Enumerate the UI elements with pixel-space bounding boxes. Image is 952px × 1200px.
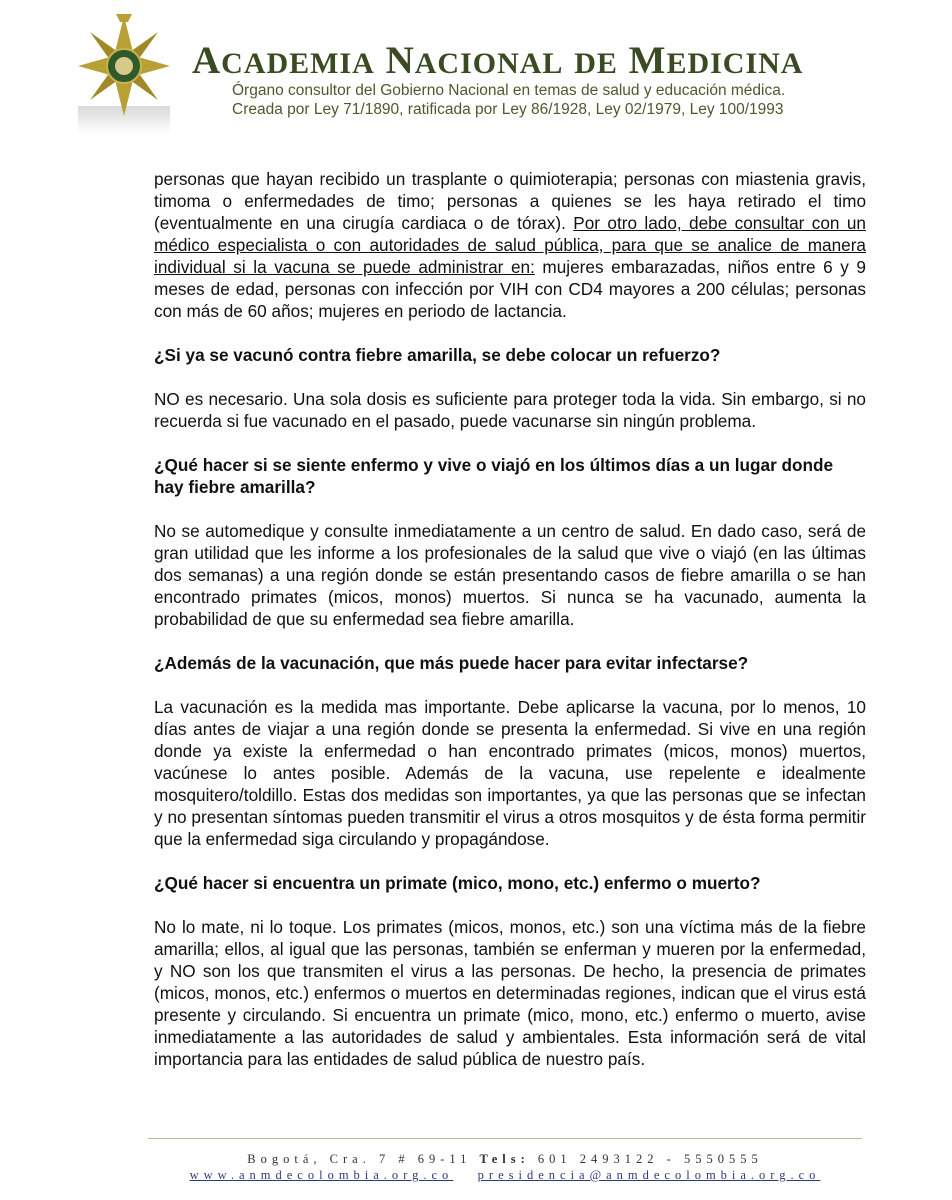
- header-subtitle-line-1: Órgano consultor del Gobierno Nacional en temas de salud y educación médica.: [232, 82, 786, 99]
- footer-links: [148, 1168, 862, 1183]
- question-prevention: ¿Además de la vacunación, que más puede hacer para evitar infectarse?: [154, 653, 749, 673]
- website-link[interactable]: www.anmdecolombia.org.co: [189, 1168, 454, 1182]
- answer-dead-primate: No lo mate, ni lo toque. Los primates (micos, monos, etc.) son una víctima más de la fiebre amarilla; ellos, al igual que las personas, también se enferman y mueren por la enfermedad, y NO son los que transmiten el virus a las personas. De hecho, la presencia de primates (micos, monos, etc.) enfermos o muertos en determinadas regiones, indican que el virus está presente y circulando. Si encuentra un primate (mico, mono, etc.) enfermo o muerto, avise inmediatamente a las autoridades de salud y ambientales. Esta información será de vital importancia para las entidades de salud pública de nuestro país.: [154, 917, 866, 1069]
- answer-booster: NO es necesario. Una sola dosis es suficiente para proteger toda la vida. Sin embargo, si no recuerda si fue vacunado en el pasado, puede vacunarse sin ningún problema.: [154, 389, 866, 431]
- academy-name-title: ACADEMIA NACIONAL DE MEDICINA: [192, 39, 804, 82]
- answer-prevention: La vacunación es la medida mas importante. Debe aplicarse la vacuna, por lo menos, 10 días antes de viajar a una región donde se presenta la enfermedad. Si vive en una región donde ya existe la enfermedad o han encontrado primates (micos, monos) muertos, vacúnese lo antes posible. Además de la vacuna, use repelente e idealmente mosquitero/toldillo. Estas dos medidas son importantes, ya que las personas que se infectan y no presentan síntomas pueden transmitir el virus a otros mosquitos y de ésta forma permitir que la enfermedad siga circulando y propagándose.: [154, 697, 866, 849]
- underlined-consult-text: Por otro lado, debe consultar con un médico especialista o con autoridades de salud pública, para que se analice de manera individual si la vacuna se puede administrar en:: [154, 213, 866, 277]
- academy-emblem-logo: [76, 8, 172, 136]
- footer-divider: [148, 1138, 862, 1139]
- email-link[interactable]: presidencia@anmdecolombia.org.co: [477, 1168, 821, 1182]
- footer-address: Bogotá, Cra. 7 # 69-11 Tels: 601 2493122 - 5550555: [247, 1152, 763, 1166]
- paragraph-risk-groups: personas que hayan recibido un trasplante o quimioterapia; personas con miastenia gravis, timoma o enfermedades de timo; personas a quienes se les haya retirado el timo (eventualmente en una cirugía cardiaca o de tórax). Por otro lado, debe consultar con un médico especialista o con autoridades de salud pública, para que se analice de manera individual si la vacuna se puede administrar en: mujeres embarazadas, niños entre 6 y 9 meses de edad, personas con infección por VIH con CD4 mayores a 200 células; personas con más de 60 años; mujeres en periodo de lactancia.: [154, 169, 866, 321]
- header-subtitle-line-2: Creada por Ley 71/1890, ratificada por Ley 86/1928, Ley 02/1979, Ley 100/1993: [232, 101, 784, 118]
- question-feeling-sick: ¿Qué hacer si se siente enfermo y vive o viajó en los últimos días a un lugar donde hay fiebre amarilla?: [154, 455, 834, 497]
- question-dead-primate: ¿Qué hacer si encuentra un primate (mico, mono, etc.) enfermo o muerto?: [154, 873, 761, 893]
- document-body: [154, 168, 866, 1070]
- question-booster: ¿Si ya se vacunó contra fiebre amarilla, se debe colocar un refuerzo?: [154, 345, 721, 365]
- answer-feeling-sick: No se automedique y consulte inmediatamente a un centro de salud. En dado caso, será de gran utilidad que les informe a los profesionales de la salud que vive o viajó (en las últimas dos semanas) a una región donde se están presentando casos de fiebre amarilla o se han encontrado primates (micos, monos) muertos. Si nunca se ha vacunado, aumenta la probabilidad de que su enfermedad sea fiebre amarilla.: [154, 521, 866, 629]
